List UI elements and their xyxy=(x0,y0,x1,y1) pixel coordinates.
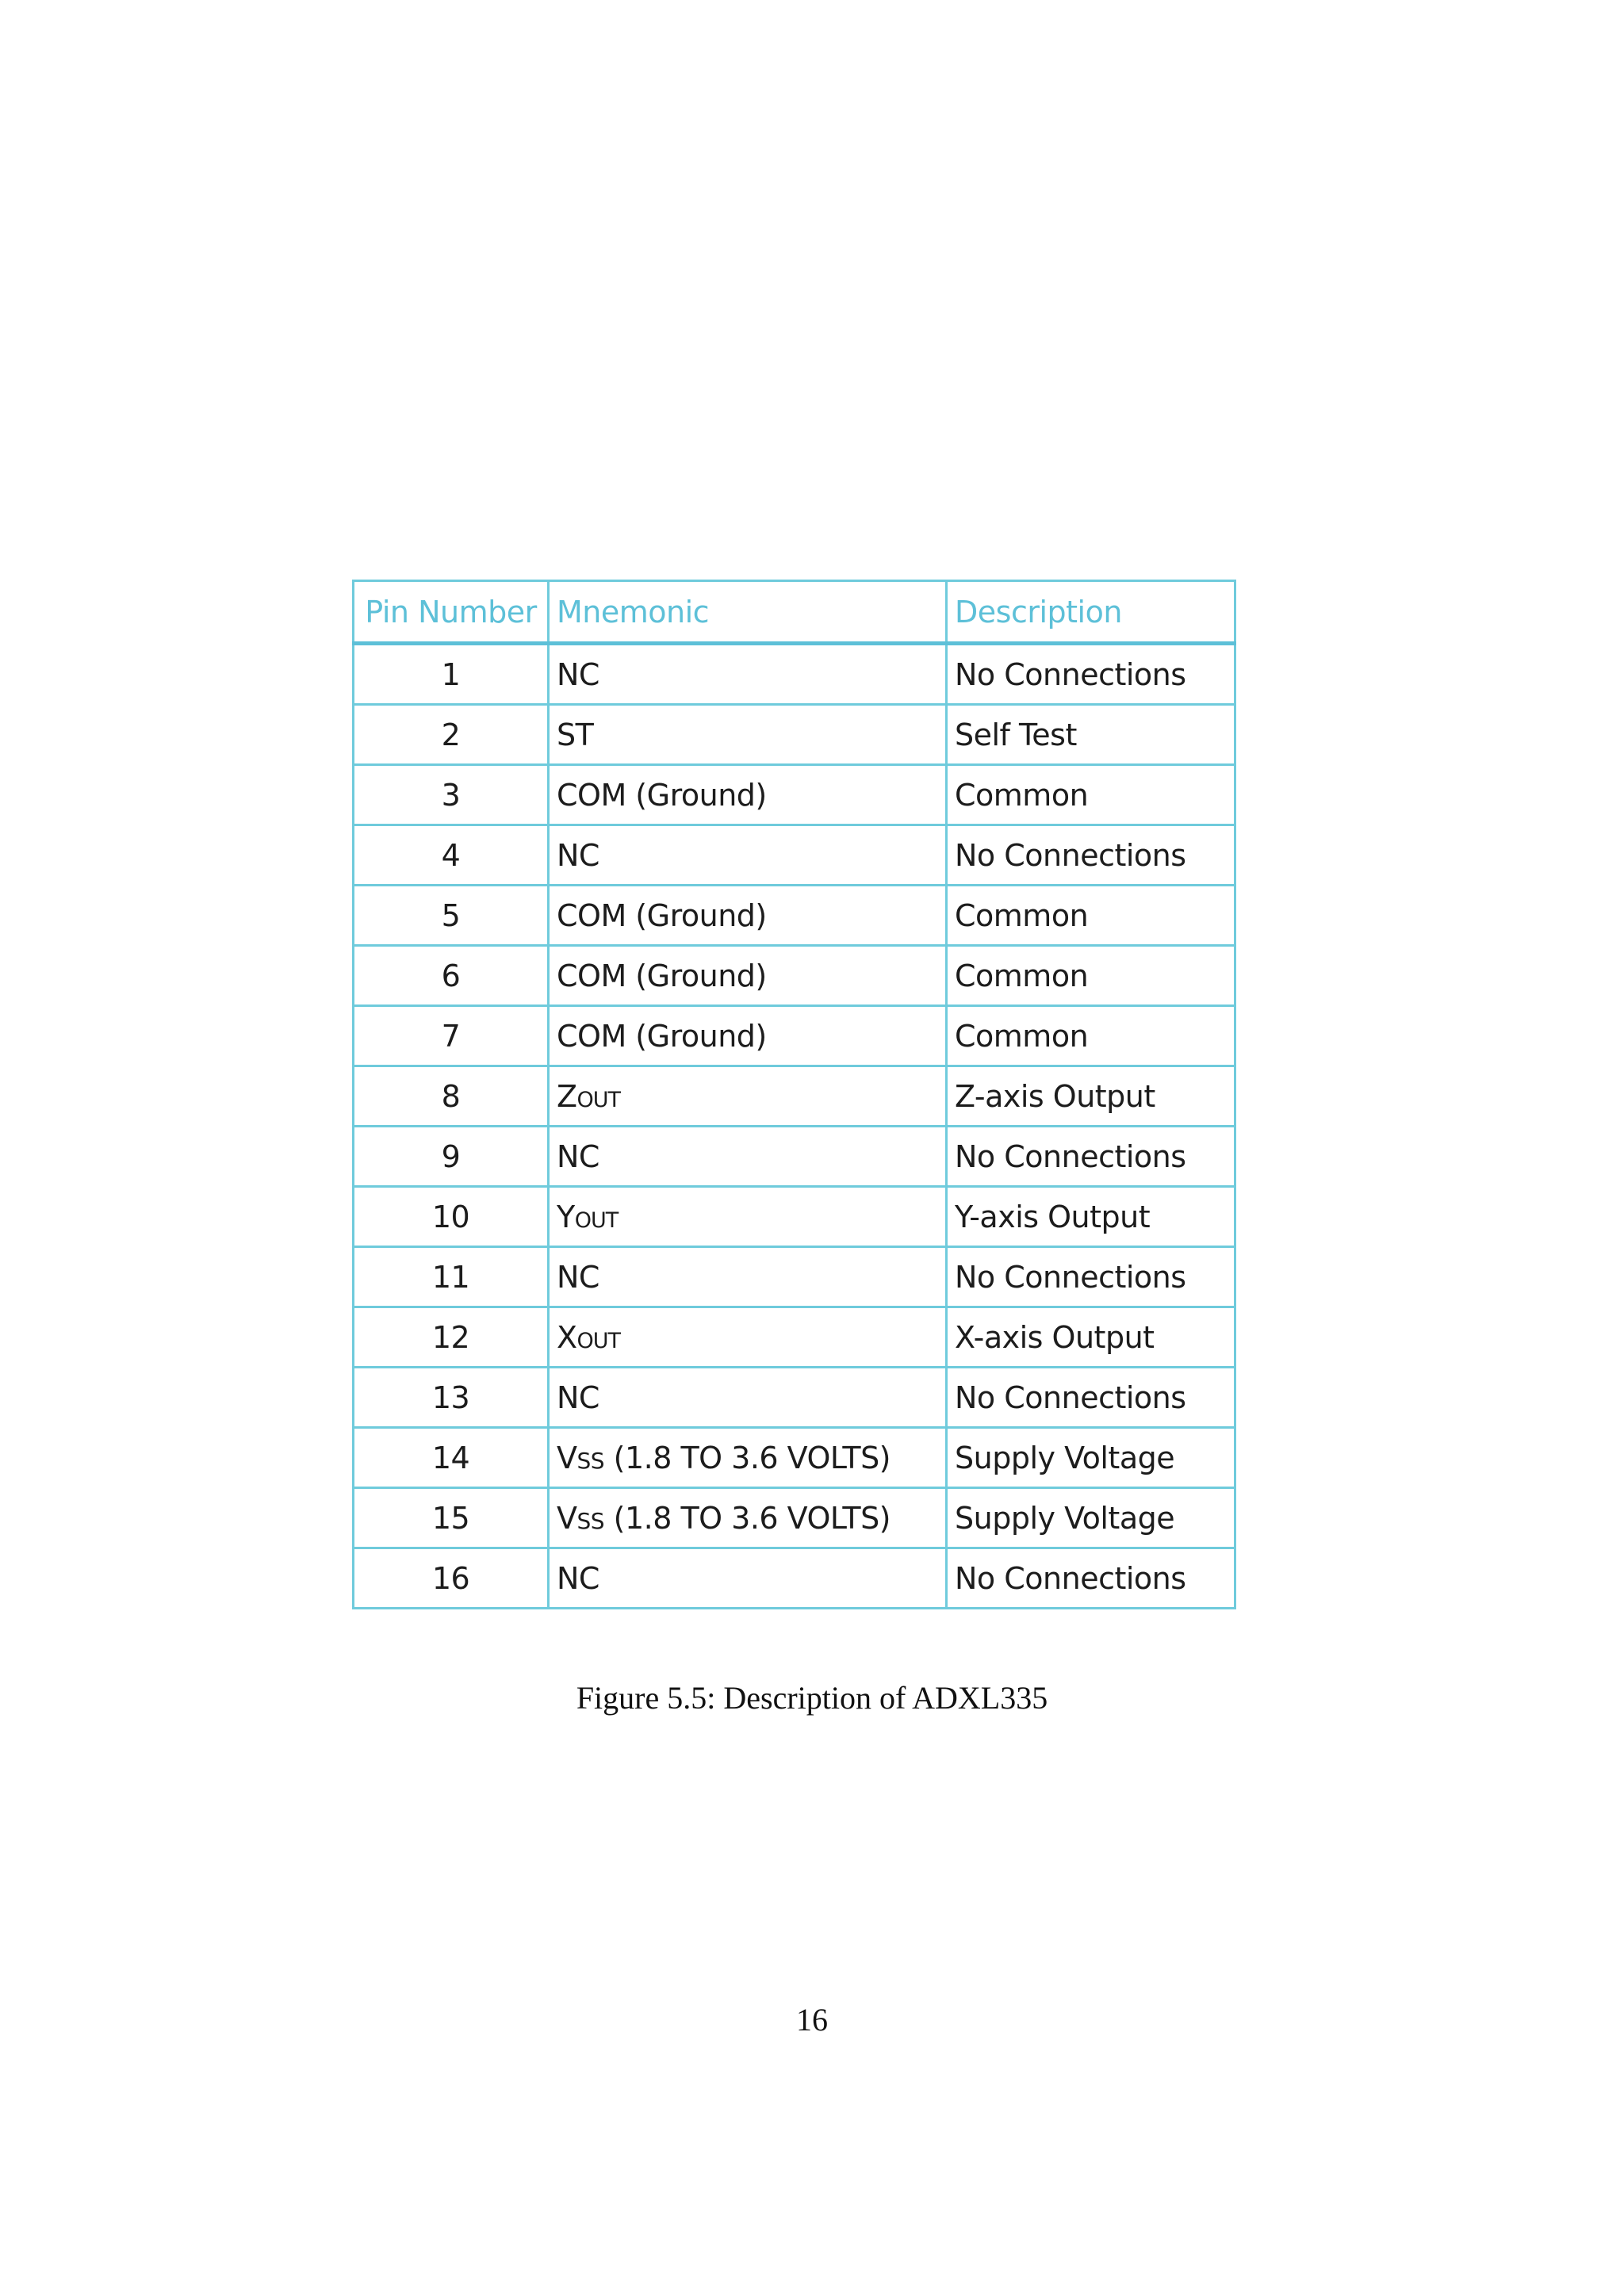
description-cell: Supply Voltage xyxy=(947,1428,1235,1488)
table-row xyxy=(354,1428,1235,1488)
table-row xyxy=(354,1548,1235,1609)
pin-number-cell: 10 xyxy=(354,1187,549,1247)
table-row xyxy=(354,946,1235,1006)
mnemonic-cell: COM (Ground) xyxy=(549,1006,947,1066)
description-cell: No Connections xyxy=(947,1548,1235,1609)
table-row xyxy=(354,1307,1235,1368)
mnemonic-subscript: OUT xyxy=(574,1207,619,1233)
description-cell: No Connections xyxy=(947,825,1235,886)
mnemonic-cell: NC xyxy=(549,1548,947,1609)
pin-number-cell: 2 xyxy=(354,705,549,765)
mnemonic-cell: COM (Ground) xyxy=(549,946,947,1006)
mnemonic-subscript: SS xyxy=(576,1447,605,1474)
description-cell: Common xyxy=(947,1006,1235,1066)
mnemonic-cell: NC xyxy=(549,1127,947,1187)
table-row xyxy=(354,1187,1235,1247)
mnemonic-main: X xyxy=(557,1319,577,1355)
pin-number-cell: 15 xyxy=(354,1488,549,1548)
description-cell: Supply Voltage xyxy=(947,1488,1235,1548)
mnemonic-subscript: OUT xyxy=(576,1328,621,1353)
pin-number-cell: 3 xyxy=(354,765,549,825)
mnemonic-main: V xyxy=(557,1440,577,1475)
header-description: Description xyxy=(947,581,1235,644)
table-header-row xyxy=(354,581,1235,644)
mnemonic-main: V xyxy=(557,1500,577,1536)
description-cell: X-axis Output xyxy=(947,1307,1235,1368)
table-row xyxy=(354,1247,1235,1307)
mnemonic-rest: (1.8 TO 3.6 VOLTS) xyxy=(604,1440,891,1475)
pin-number-cell: 1 xyxy=(354,644,549,705)
pin-number-cell: 5 xyxy=(354,886,549,946)
page-number: 16 xyxy=(796,2002,828,2038)
figure xyxy=(352,580,1234,1609)
table-row xyxy=(354,644,1235,705)
mnemonic-cell xyxy=(549,1307,947,1368)
figure-caption: Figure 5.5: Description of ADXL335 xyxy=(576,1680,1048,1716)
mnemonic-cell: NC xyxy=(549,1247,947,1307)
description-cell: No Connections xyxy=(947,644,1235,705)
mnemonic-cell: NC xyxy=(549,825,947,886)
description-cell: Common xyxy=(947,946,1235,1006)
description-cell: Y-axis Output xyxy=(947,1187,1235,1247)
pin-number-cell: 13 xyxy=(354,1368,549,1428)
mnemonic-cell xyxy=(549,1066,947,1127)
mnemonic-rest: (1.8 TO 3.6 VOLTS) xyxy=(604,1500,891,1536)
pin-number-cell: 11 xyxy=(354,1247,549,1307)
mnemonic-subscript: OUT xyxy=(576,1087,621,1112)
pin-number-cell: 4 xyxy=(354,825,549,886)
table-row xyxy=(354,765,1235,825)
description-cell: No Connections xyxy=(947,1247,1235,1307)
table-row xyxy=(354,1488,1235,1548)
pin-number-cell: 6 xyxy=(354,946,549,1006)
header-mnemonic: Mnemonic xyxy=(549,581,947,644)
pin-number-cell: 9 xyxy=(354,1127,549,1187)
table-row xyxy=(354,1127,1235,1187)
pin-description-table xyxy=(352,580,1236,1609)
mnemonic-main: Z xyxy=(557,1078,577,1114)
mnemonic-cell: COM (Ground) xyxy=(549,765,947,825)
table-row xyxy=(354,1006,1235,1066)
pin-number-cell: 12 xyxy=(354,1307,549,1368)
mnemonic-cell: NC xyxy=(549,644,947,705)
table-row xyxy=(354,705,1235,765)
mnemonic-cell: NC xyxy=(549,1368,947,1428)
pin-number-cell: 14 xyxy=(354,1428,549,1488)
description-cell: Z-axis Output xyxy=(947,1066,1235,1127)
table-row xyxy=(354,1066,1235,1127)
table-row xyxy=(354,1368,1235,1428)
description-cell: Common xyxy=(947,886,1235,946)
mnemonic-cell xyxy=(549,1428,947,1488)
mnemonic-cell xyxy=(549,1187,947,1247)
description-cell: Self Test xyxy=(947,705,1235,765)
description-cell: Common xyxy=(947,765,1235,825)
pin-number-cell: 8 xyxy=(354,1066,549,1127)
table-row xyxy=(354,886,1235,946)
mnemonic-cell: COM (Ground) xyxy=(549,886,947,946)
mnemonic-subscript: SS xyxy=(576,1507,605,1534)
pin-number-cell: 16 xyxy=(354,1548,549,1609)
description-cell: No Connections xyxy=(947,1127,1235,1187)
header-pin-number: Pin Number xyxy=(354,581,549,644)
mnemonic-main: Y xyxy=(557,1199,575,1234)
mnemonic-cell xyxy=(549,1488,947,1548)
mnemonic-cell: ST xyxy=(549,705,947,765)
table-row xyxy=(354,825,1235,886)
description-cell: No Connections xyxy=(947,1368,1235,1428)
pin-number-cell: 7 xyxy=(354,1006,549,1066)
